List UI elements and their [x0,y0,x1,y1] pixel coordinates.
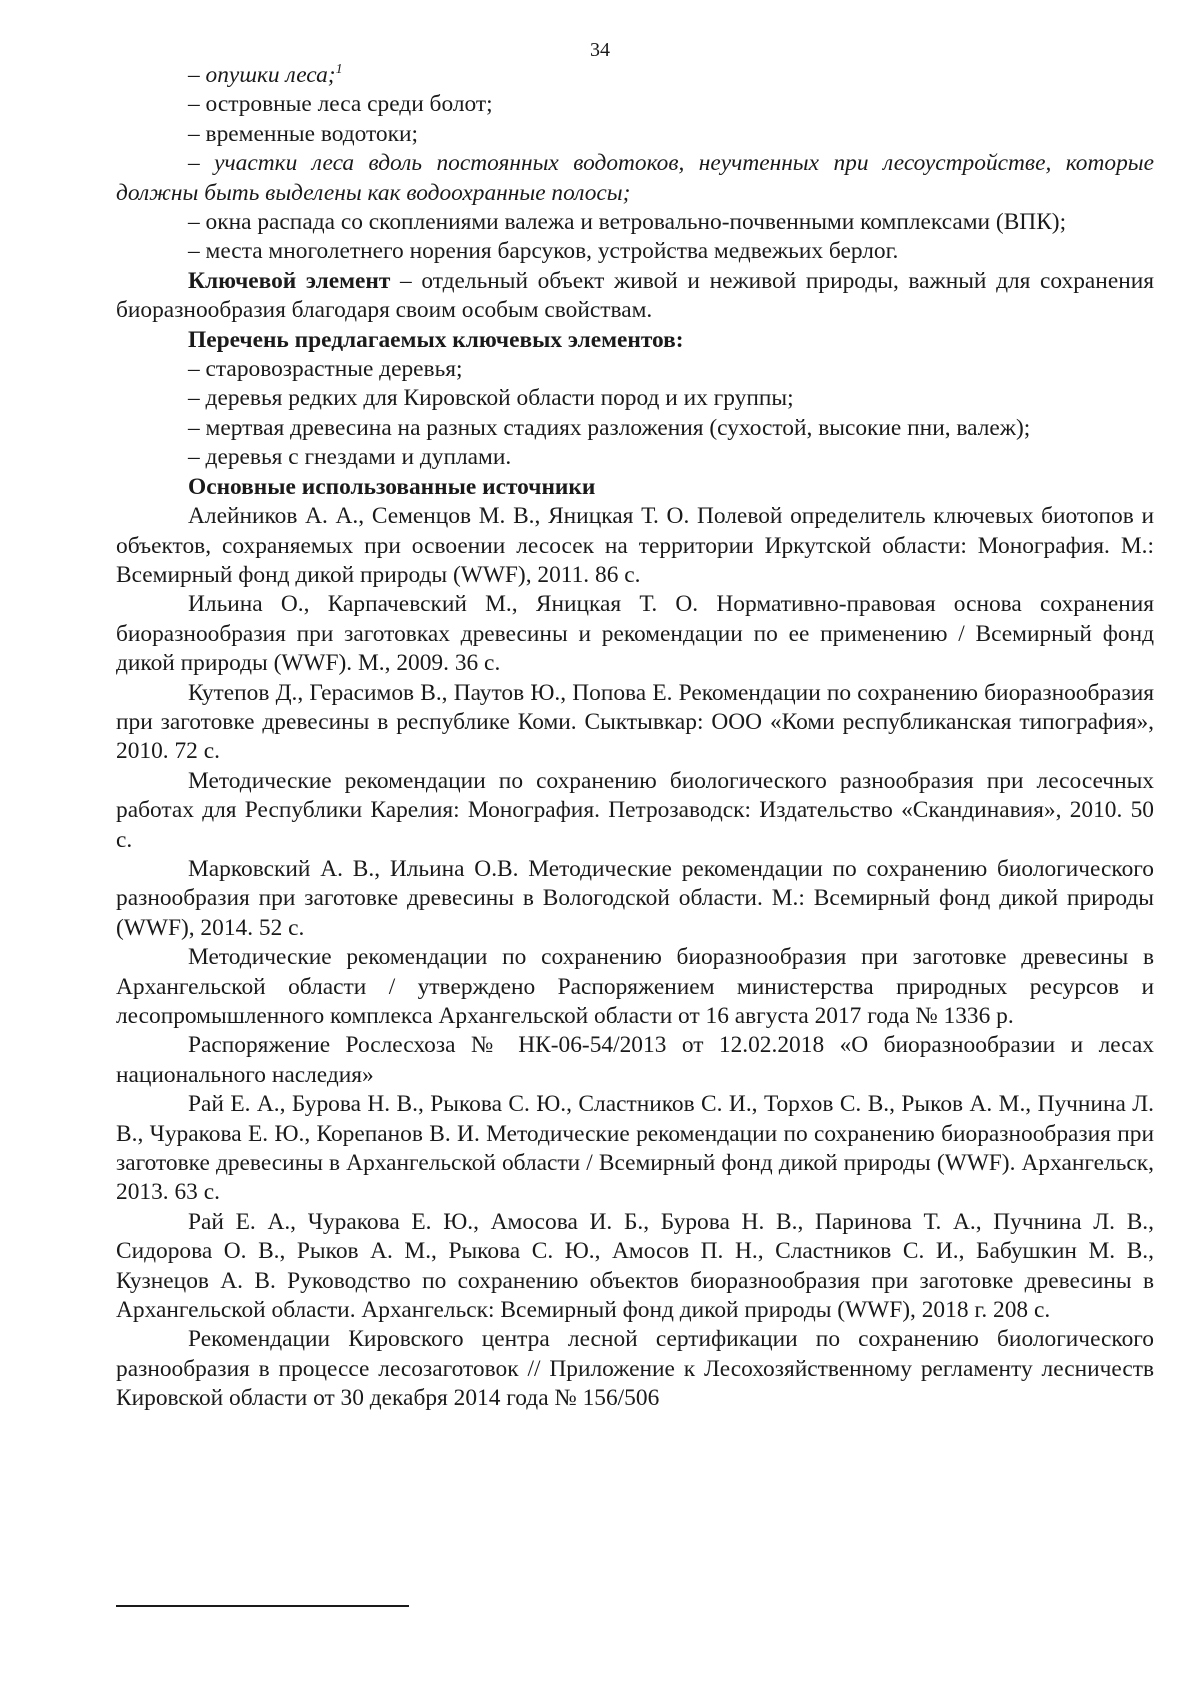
key-element-term: Ключевой элемент [188,267,391,294]
footnote-separator [116,1605,409,1607]
list-item: – участки леса вдоль постоянных водотоков, неучтенных при лесоустройстве, которые должны быть выделены как водоохранные полосы; [116,150,1154,206]
list-item: – окна распада со скоплениями валежа и ветровально-почвенными комплексами (ВПК); [188,209,1067,236]
reference-entry: Марковский А. В., Ильина О.В. Методические рекомендации по сохранению биологического разнообразия при заготовке древесины в Вологодской области. М.: Всемирный фонд дикой природы (WWF), 2014. 52 с. [116,855,1154,941]
list-item [116,61,1154,90]
reference-entry: Кутепов Д., Герасимов В., Паутов Ю., Попова Е. Рекомендации по сохранению биоразнообразия при заготовке древесины в республике Коми. Сыктывкар: ООО «Коми республиканская типография», 2010. 72 с. [116,679,1154,765]
reference-entry: Методические рекомендации по сохранению биоразнообразия при заготовке древесины в Архангельской области / утверждено Распоряжением министерства природных ресурсов и лесопромышленного комплекса Архангельской области от 16 августа 2017 года № 1336 р. [116,944,1154,1029]
reference-entry: Рай Е. А., Бурова Н. В., Рыкова С. Ю., Сластников С. И., Торхов С. В., Рыков А. М., Пучнина Л. В., Чуракова Е. Ю., Корепанов В. И. Методические рекомендации по сохранению биоразнообразия при заготовке древесины в Архангельской области / Всемирный фонд дикой природы (WWF). Архангельск, 2013. 63 с. [116,1091,1154,1206]
reference-entry: Алейников А. А., Семенцов М. В., Яницкая Т. О. Полевой определитель ключевых биотопов и объектов, сохраняемых при освоении лесосек на территории Иркутской области: Монография. М.: Всемирный фонд дикой природы (WWF), 2011. 86 с. [116,503,1154,588]
list-item: – временные водотоки; [188,120,419,147]
page-number: 34 [590,39,610,61]
reference-entry: Распоряжение Рослесхоза № НК-06-54/2013 от 12.02.2018 «О биоразнообразии и лесах национального наследия» [116,1032,1154,1088]
list-item: – мертвая древесина на разных стадиях разложения (сухостой, высокие пни, валеж); [188,414,1031,441]
list-item: – места многолетнего норения барсуков, устройства медвежьих берлог. [188,238,899,265]
list-item: – островные леса среди болот; [188,91,493,118]
section-heading: Основные использованные источники [188,473,596,500]
footnote-ref[interactable]: 1 [335,62,343,77]
list-item-text: – опушки леса; [188,62,336,88]
section-heading: Перечень предлагаемых ключевых элементов: [188,326,684,353]
key-element-definition [116,267,1154,326]
list-item: – старовозрастные деревья; [188,356,463,383]
reference-entry: Ильина О., Карпачевский М., Яницкая Т. О. Нормативно-правовая основа сохранения биоразнообразия при заготовках древесины и рекомендации по ее применению / Всемирный фонд дикой природы (WWF). М., 2009. 36 с. [116,591,1154,677]
reference-entry: Методические рекомендации по сохранению биологического разнообразия при лесосечных работах для Республики Карелия: Монография. Петрозаводск: Издательство «Скандинавия», 2010. 50 с. [116,767,1154,853]
page-body [116,61,1154,1414]
reference-entry: Рай Е. А., Чуракова Е. Ю., Амосова И. Б., Бурова Н. В., Паринова Т. А., Пучнина Л. В., Сидорова О. В., Рыков А. М., Рыкова С. Ю., Амосов П. Н., Сластников С. И., Бабушкин М. В., Кузнецов А. В. Руководство по сохранению объектов биоразнообразия при заготовке древесины в Архангельской области. Архангельск: Всемирный фонд дикой природы (WWF), 2018 г. 208 с. [116,1208,1154,1324]
key-element-text: – отдельный объект живой и неживой природы, важный для сохранения биоразнообразия благодаря своим особым свойствам. [116,267,1154,324]
reference-entry: Рекомендации Кировского центра лесной сертификации по сохранению биологического разнообразия в процессе лесозаготовок // Приложение к Лесохозяйственному регламенту лесничеств Кировской области от 30 декабря 2014 года № 156/506 [116,1326,1154,1412]
list-item: – деревья с гнездами и дуплами. [188,444,512,471]
list-item: – деревья редких для Кировской области пород и их группы; [188,385,794,412]
